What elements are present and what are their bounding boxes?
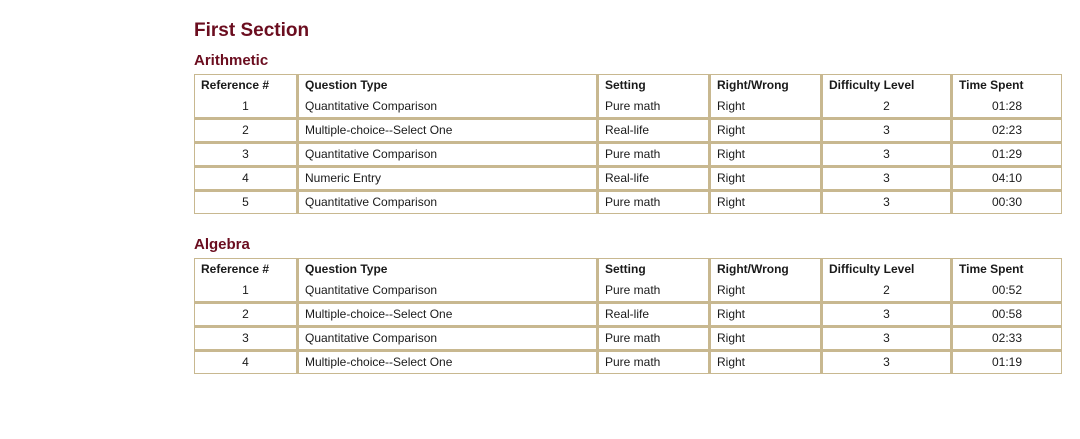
column-header-time-spent: Time Spent — [953, 75, 1061, 96]
question-type-cell: Numeric Entry — [299, 168, 599, 192]
table-row — [195, 280, 1061, 304]
time-spent-cell: 02:23 — [953, 120, 1061, 144]
reference-cell: 3 — [195, 144, 299, 168]
subsection-title-algebra: Algebra — [194, 236, 250, 253]
setting-cell: Pure math — [599, 96, 711, 120]
results-table-arithmetic — [194, 74, 1062, 214]
reference-cell: 1 — [195, 280, 299, 304]
table-row — [195, 144, 1061, 168]
table-row — [195, 352, 1061, 373]
result-cell: Right — [711, 120, 823, 144]
setting-cell: Real-life — [599, 120, 711, 144]
table-row — [195, 192, 1061, 213]
setting-cell: Real-life — [599, 168, 711, 192]
difficulty-cell: 2 — [823, 280, 953, 304]
time-spent-cell: 00:52 — [953, 280, 1061, 304]
result-cell: Right — [711, 328, 823, 352]
table-row — [195, 120, 1061, 144]
question-type-cell: Multiple-choice--Select One — [299, 304, 599, 328]
question-type-cell: Quantitative Comparison — [299, 144, 599, 168]
result-cell: Right — [711, 280, 823, 304]
table-row — [195, 96, 1061, 120]
reference-cell: 2 — [195, 120, 299, 144]
column-header-reference: Reference # — [195, 75, 299, 96]
table-header-row — [195, 259, 1061, 280]
question-type-cell: Quantitative Comparison — [299, 192, 599, 213]
subsection-title-arithmetic: Arithmetic — [194, 52, 269, 69]
reference-cell: 2 — [195, 304, 299, 328]
difficulty-cell: 3 — [823, 328, 953, 352]
result-cell: Right — [711, 192, 823, 213]
difficulty-cell: 3 — [823, 120, 953, 144]
reference-cell: 1 — [195, 96, 299, 120]
column-header-question-type: Question Type — [299, 75, 599, 96]
results-table-algebra — [194, 258, 1062, 374]
table-row — [195, 168, 1061, 192]
table-header-row — [195, 75, 1061, 96]
difficulty-cell: 3 — [823, 192, 953, 213]
reference-cell: 4 — [195, 352, 299, 373]
column-header-right-wrong: Right/Wrong — [711, 259, 823, 280]
table-row — [195, 328, 1061, 352]
result-cell: Right — [711, 304, 823, 328]
time-spent-cell: 01:28 — [953, 96, 1061, 120]
setting-cell: Real-life — [599, 304, 711, 328]
time-spent-cell: 04:10 — [953, 168, 1061, 192]
time-spent-cell: 01:19 — [991, 355, 1023, 369]
result-cell: Right — [711, 352, 823, 373]
column-header-question-type: Question Type — [299, 259, 599, 280]
result-cell: Right — [711, 96, 823, 120]
reference-cell: 3 — [195, 328, 299, 352]
difficulty-cell: 3 — [823, 304, 953, 328]
column-header-right-wrong: Right/Wrong — [711, 75, 823, 96]
time-spent-cell: 00:58 — [953, 304, 1061, 328]
column-header-reference: Reference # — [195, 259, 299, 280]
time-spent-cell: 01:29 — [953, 144, 1061, 168]
result-cell: Right — [711, 144, 823, 168]
question-type-cell: Quantitative Comparison — [299, 280, 599, 304]
difficulty-cell: 3 — [823, 168, 953, 192]
setting-cell: Pure math — [599, 352, 711, 373]
column-header-setting: Setting — [599, 75, 711, 96]
table-row — [195, 304, 1061, 328]
column-header-setting: Setting — [599, 259, 711, 280]
difficulty-cell: 2 — [823, 96, 953, 120]
column-header-difficulty: Difficulty Level — [823, 259, 953, 280]
setting-cell: Pure math — [599, 328, 711, 352]
setting-cell: Pure math — [599, 192, 711, 213]
setting-cell: Pure math — [599, 280, 711, 304]
result-cell: Right — [711, 168, 823, 192]
column-header-difficulty: Difficulty Level — [823, 75, 953, 96]
time-spent-cell: 00:30 — [991, 195, 1023, 209]
question-type-cell: Multiple-choice--Select One — [299, 120, 599, 144]
difficulty-cell: 3 — [823, 144, 953, 168]
difficulty-cell: 3 — [823, 352, 953, 373]
section-title: First Section — [194, 20, 310, 41]
setting-cell: Pure math — [599, 144, 711, 168]
reference-cell: 4 — [195, 168, 299, 192]
question-type-cell: Quantitative Comparison — [299, 328, 599, 352]
question-type-cell: Quantitative Comparison — [299, 96, 599, 120]
column-header-time-spent: Time Spent — [953, 259, 1061, 280]
question-type-cell: Multiple-choice--Select One — [299, 352, 599, 373]
reference-cell: 5 — [195, 192, 299, 213]
time-spent-cell: 02:33 — [953, 328, 1061, 352]
results-page — [194, 20, 1060, 374]
